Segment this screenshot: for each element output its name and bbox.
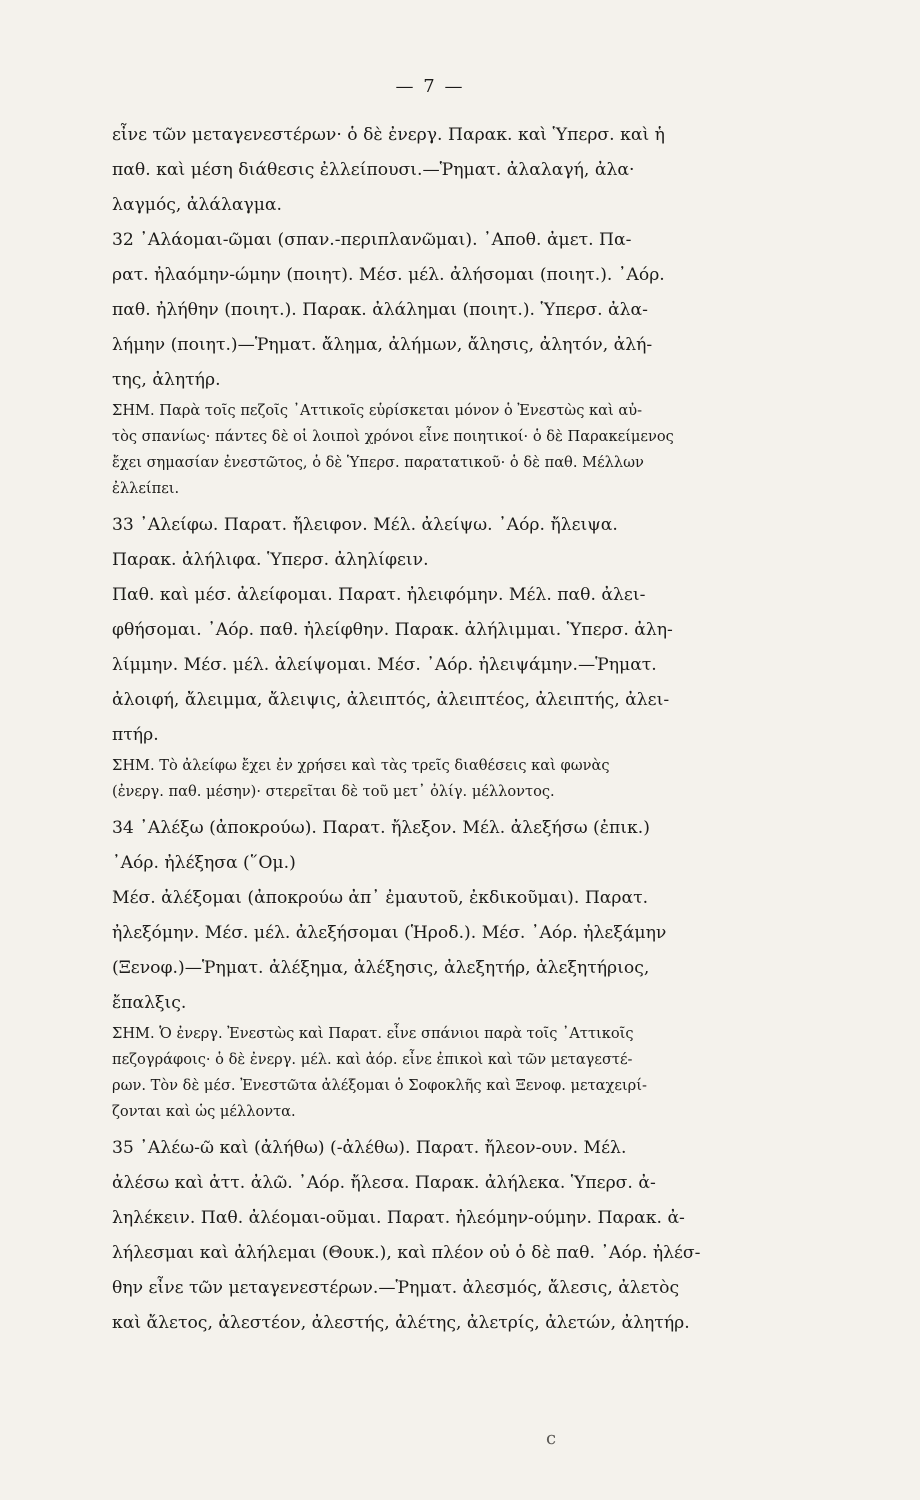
note-line: (ἐνεργ. παθ. μέσην)· στερεῖται δὲ τοῦ μετ᾿ ὀλίγ. μέλλοντος. — [112, 783, 555, 800]
text-line: 32 ᾿Αλάομαι-ῶμαι (σπαν.-περιπλανῶμαι). ᾿Αποθ. ἀμετ. Πα- — [112, 230, 632, 250]
text-line: παθ. καὶ μέση διάθεσις ἐλλείπουσι.—Ῥηματ. ἀλαλαγή, ἀλα· — [112, 160, 635, 180]
note-line: ζονται καὶ ὡς μέλλοντα. — [112, 1103, 296, 1120]
text-line: φθήσομαι. ᾿Αόρ. παθ. ἠλείφθην. Παρακ. ἀλήλιμμαι. Ὑπερσ. ἀλη- — [112, 620, 673, 640]
text-line: Παθ. καὶ μέσ. ἀλείφομαι. Παρατ. ἠλειφόμην. Μέλ. παθ. ἀλει- — [112, 585, 646, 605]
note-line: ΣΗΜ. Παρὰ τοῖς πεζοῖς ᾿Αττικοῖς εὑρίσκεται μόνον ὁ Ἐνεστὼς καὶ αὐ- — [112, 402, 642, 419]
text-line: παθ. ἠλήθην (ποιητ.). Παρακ. ἀλάλημαι (ποιητ.). Ὑπερσ. ἀλα- — [112, 300, 648, 320]
stray-ink-mark: ϲ — [546, 1428, 557, 1449]
text-line: λίμμην. Μέσ. μέλ. ἀλείψομαι. Μέσ. ᾿Αόρ. ἠλειψάμην.—Ῥηματ. — [112, 655, 657, 675]
note-line: τὸς σπανίως· πάντες δὲ οἱ λοιποὶ χρόνοι εἶνε ποιητικοί· ὁ δὲ Παρακείμενος — [112, 428, 674, 445]
page-number: — 7 — — [395, 76, 465, 97]
text-line: ᾿Αόρ. ἠλέξησα (῞Ομ.) — [112, 853, 296, 873]
body-text — [112, 118, 787, 1341]
note-line: ρων. Τὸν δὲ μέσ. Ἐνεστῶτα ἀλέξομαι ὁ Σοφοκλῆς καὶ Ξενοφ. μεταχειρί- — [112, 1077, 647, 1094]
note-line: ἔχει σημασίαν ἐνεστῶτος, ὁ δὲ Ὑπερσ. παρατατικοῦ· ὁ δὲ παθ. Μέλλων — [112, 454, 644, 471]
text-line: πτήρ. — [112, 725, 159, 745]
text-line: λήλεσμαι καὶ ἀλήλεμαι (Θουκ.), καὶ πλέον οὐ ὁ δὲ παθ. ᾿Αόρ. ἠλέσ- — [112, 1243, 701, 1263]
text-line: Μέσ. ἀλέξομαι (ἀποκρούω ἀπ᾿ ἐμαυτοῦ, ἐκδικοῦμαι). Παρατ. — [112, 888, 649, 908]
text-line: 35 ᾿Αλέω-ῶ καὶ (ἀλήθω) (-ἀλέθω). Παρατ. ἤλεον-ουν. Μέλ. — [112, 1138, 627, 1158]
text-line: ἀλοιφή, ἄλειμμα, ἄλειψις, ἀλειπτός, ἀλειπτέος, ἀλειπτής, ἀλει- — [112, 690, 670, 710]
text-line: ἠλεξόμην. Μέσ. μέλ. ἀλεξήσομαι (Ἡροδ.). Μέσ. ᾿Αόρ. ἠλεξάμην — [112, 923, 667, 943]
text-line: 33 ᾿Αλείφω. Παρατ. ἤλειφον. Μέλ. ἀλείψω. ᾿Αόρ. ἤλειψα. — [112, 515, 618, 535]
text-line: Παρακ. ἀλήλιφα. Ὑπερσ. ἀληλίφειν. — [112, 550, 429, 570]
text-line: 34 ᾿Αλέξω (ἀποκρούω). Παρατ. ἤλεξον. Μέλ. ἀλεξήσω (ἐπικ.) — [112, 818, 650, 838]
note-line: ΣΗΜ. Τὸ ἀλείφω ἔχει ἐν χρήσει καὶ τὰς τρεῖς διαθέσεις καὶ φωνὰς — [112, 757, 610, 774]
text-line: της, ἀλητήρ. — [112, 370, 221, 390]
text-line: εἶνε τῶν μεταγενεστέρων· ὁ δὲ ἐνεργ. Παρακ. καὶ Ὑπερσ. καὶ ἡ — [112, 125, 665, 145]
text-line: ἔπαλξις. — [112, 993, 187, 1013]
note-line: ἐλλείπει. — [112, 480, 180, 497]
text-line: λήμην (ποιητ.)—Ῥηματ. ἄλημα, ἀλήμων, ἄλησις, ἀλητόν, ἀλή- — [112, 335, 653, 355]
note-line: ΣΗΜ. Ὁ ἐνεργ. Ἐνεστὼς καὶ Παρατ. εἶνε σπάνιοι παρὰ τοῖς ᾿Αττικοῖς — [112, 1025, 634, 1042]
text-line: (Ξενοφ.)—Ῥηματ. ἀλέξημα, ἀλέξησις, ἀλεξητήρ, ἀλεξητήριος, — [112, 958, 650, 978]
note-line: πεζογράφοις· ὁ δὲ ἐνεργ. μέλ. καὶ ἀόρ. εἶνε ἐπικοὶ καὶ τῶν μεταγεστέ- — [112, 1051, 633, 1068]
text-line: καὶ ἄλετος, ἀλεστέον, ἀλεστής, ἀλέτης, ἀλετρίς, ἀλετών, ἀλητήρ. — [112, 1313, 690, 1333]
text-line: ἀλέσω καὶ ἀττ. ἀλῶ. ᾿Αόρ. ἤλεσα. Παρακ. ἀλήλεκα. Ὑπερσ. ἀ- — [112, 1173, 656, 1193]
text-line: ληλέκειν. Παθ. ἀλέομαι-οῦμαι. Παρατ. ἠλεόμην-ούμην. Παρακ. ἀ- — [112, 1208, 685, 1228]
text-line: λαγμός, ἀλάλαγμα. — [112, 195, 282, 215]
text-line: ρατ. ἠλαόμην-ώμην (ποιητ). Μέσ. μέλ. ἀλήσομαι (ποιητ.). ᾿Αόρ. — [112, 265, 665, 285]
text-line: θην εἶνε τῶν μεταγενεστέρων.—Ῥηματ. ἀλεσμός, ἄλεσις, ἀλετὸς — [112, 1278, 680, 1298]
